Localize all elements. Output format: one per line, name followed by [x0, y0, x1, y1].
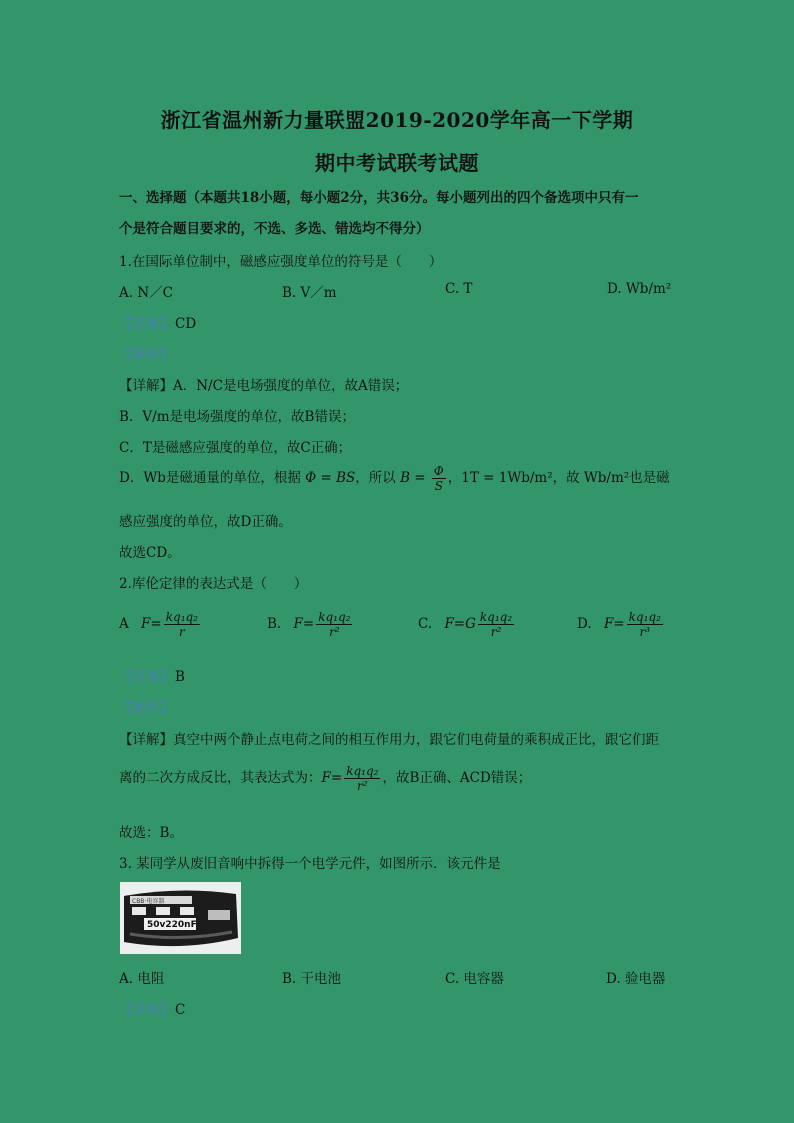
q1-detail-4a: D．Wb是磁通量的单位，根据: [119, 470, 301, 486]
q1-eq-fraction: [432, 464, 446, 493]
section-heading-line-2: 个是符合题目要求的，不选、多选、错选均不得分）: [119, 221, 430, 237]
q2-option-a-label: A: [119, 616, 129, 632]
q1-option-d: D. Wb/m²: [607, 281, 672, 297]
q2-eq-den: r²: [357, 779, 368, 793]
capacitor-box-2: [156, 907, 170, 915]
q1-detail-2: B．V/m是电场强度的单位，故B错误；: [119, 409, 355, 425]
q2-detail-2a: 离的二次方成反比，其表达式为：: [119, 770, 322, 786]
q1-detail-5: 感应强度的单位，故D正确。: [119, 514, 292, 530]
q2-option-c-label: C.: [418, 616, 433, 632]
q2-answer-value: B: [175, 669, 185, 685]
q1-eq-b-lhs: B =: [400, 470, 426, 486]
capacitor-box-3: [180, 907, 194, 915]
q2-option-d-fraction: [627, 610, 663, 639]
q2-detail-1: 【详解】真空中两个静止点电荷之间的相互作用力，跟它们电荷量的乘积成正比，跟它们距: [119, 732, 659, 748]
title-line-1: 浙江省温州新力量联盟2019-2020学年高一下学期: [160, 108, 634, 132]
q2-detail-2b: ，故B正确、ACD错误；: [382, 770, 532, 786]
q1-analysis-tag: 【解析】: [119, 347, 173, 363]
q2-option-b-lhs: F=: [293, 616, 315, 632]
q2-option-a: [119, 610, 202, 639]
section-heading-line-1: 一、选择题（本题共18小题，每小题2分，共36分。每小题列出的四个备选项中只有一: [119, 190, 639, 206]
q2-option-d-num: kq₁q₂: [628, 610, 661, 624]
q3-option-b: B. 干电池: [282, 971, 342, 987]
q1-eq-numerator: Φ: [433, 464, 444, 478]
q2-option-b-num: kq₁q₂: [318, 610, 351, 624]
q2-option-d-den: r³: [639, 625, 651, 639]
q1-answer-tag: 【答案】: [119, 316, 173, 332]
q2-option-a-lhs: F=: [141, 616, 162, 632]
q3-option-d: D. 验电器: [606, 971, 666, 987]
q3-option-c: C. 电容器: [445, 971, 504, 987]
q2-option-c-lhs: F=G: [444, 616, 476, 632]
q2-option-a-num: kq₁q₂: [165, 610, 198, 624]
q2-stem: 2.库伦定律的表达式是（ ）: [119, 576, 308, 592]
q2-option-c-fraction: [478, 610, 514, 639]
q2-eq-fraction: [344, 764, 380, 793]
q2-option-c: [418, 610, 516, 639]
q1-option-a: A. N／C: [119, 285, 173, 301]
q1-option-c: C. T: [445, 281, 473, 297]
capacitor-lead: [208, 910, 230, 920]
q2-option-b-label: B.: [267, 616, 282, 632]
q1-eq-phi-bs: Φ = BS: [305, 470, 356, 486]
title-line-2: 期中考试联考试题: [315, 151, 479, 175]
q2-option-b-fraction: [316, 610, 352, 639]
q2-eq-lhs: F=: [321, 770, 343, 786]
q3-stem: 3. 某同学从废旧音响中拆得一个电学元件，如图所示．该元件是: [119, 856, 501, 872]
q1-detail-1: 【详解】A．N/C是电场强度的单位，故A错误；: [119, 378, 409, 394]
q1-detail-4: [119, 464, 670, 493]
q3-answer-line: [119, 998, 185, 1018]
q2-eq-num: kq₁q₂: [346, 764, 379, 778]
q2-options: [119, 610, 679, 644]
q2-option-a-den: r: [178, 625, 185, 639]
q1-detail-3: C．T是磁感应强度的单位，故C正确；: [119, 440, 352, 456]
q2-detail-2: [119, 764, 531, 793]
q2-option-d-label: D.: [577, 616, 592, 632]
q3-answer-tag: 【答案】: [119, 1002, 173, 1018]
q1-detail-4c: ，1T = 1Wb/m²，故 Wb/m²也是磁: [447, 470, 670, 486]
q2-option-b-den: r²: [329, 625, 340, 639]
q2-option-a-fraction: [164, 610, 200, 639]
q2-option-c-num: kq₁q₂: [479, 610, 513, 624]
q2-analysis-tag: 【解析】: [119, 700, 173, 716]
q2-answer-tag: 【答案】: [119, 669, 173, 685]
q1-answer-line: [119, 312, 196, 332]
q3-options: [119, 967, 679, 987]
q1-eq-denominator: S: [434, 479, 443, 493]
capacitor-value-text: 50v220nF: [147, 920, 197, 930]
capacitor-drawing: [120, 882, 241, 954]
q2-option-b: [267, 610, 354, 639]
q1-options: [119, 281, 679, 301]
q1-stem: 1.在国际单位制中，磁感应强度单位的符号是（ ）: [119, 254, 443, 270]
q1-detail-4b: ，所以: [355, 470, 396, 486]
capacitor-box-1: [132, 907, 146, 915]
q1-option-b: B. V／m: [282, 285, 337, 301]
q1-conclusion: 故选CD。: [119, 545, 181, 561]
q3-option-a: A. 电阻: [119, 971, 165, 987]
q3-answer-value: C: [175, 1002, 186, 1018]
capacitor-top-text: CBB·电容器: [132, 898, 165, 905]
q2-answer-line: [119, 665, 185, 685]
q2-option-c-den: r²: [490, 625, 502, 639]
q1-answer-value: CD: [175, 316, 197, 332]
q2-conclusion: 故选：B。: [119, 825, 183, 841]
q2-option-d-lhs: F=: [603, 616, 625, 632]
capacitor-photo: [120, 882, 241, 954]
q2-option-d: [577, 610, 665, 639]
